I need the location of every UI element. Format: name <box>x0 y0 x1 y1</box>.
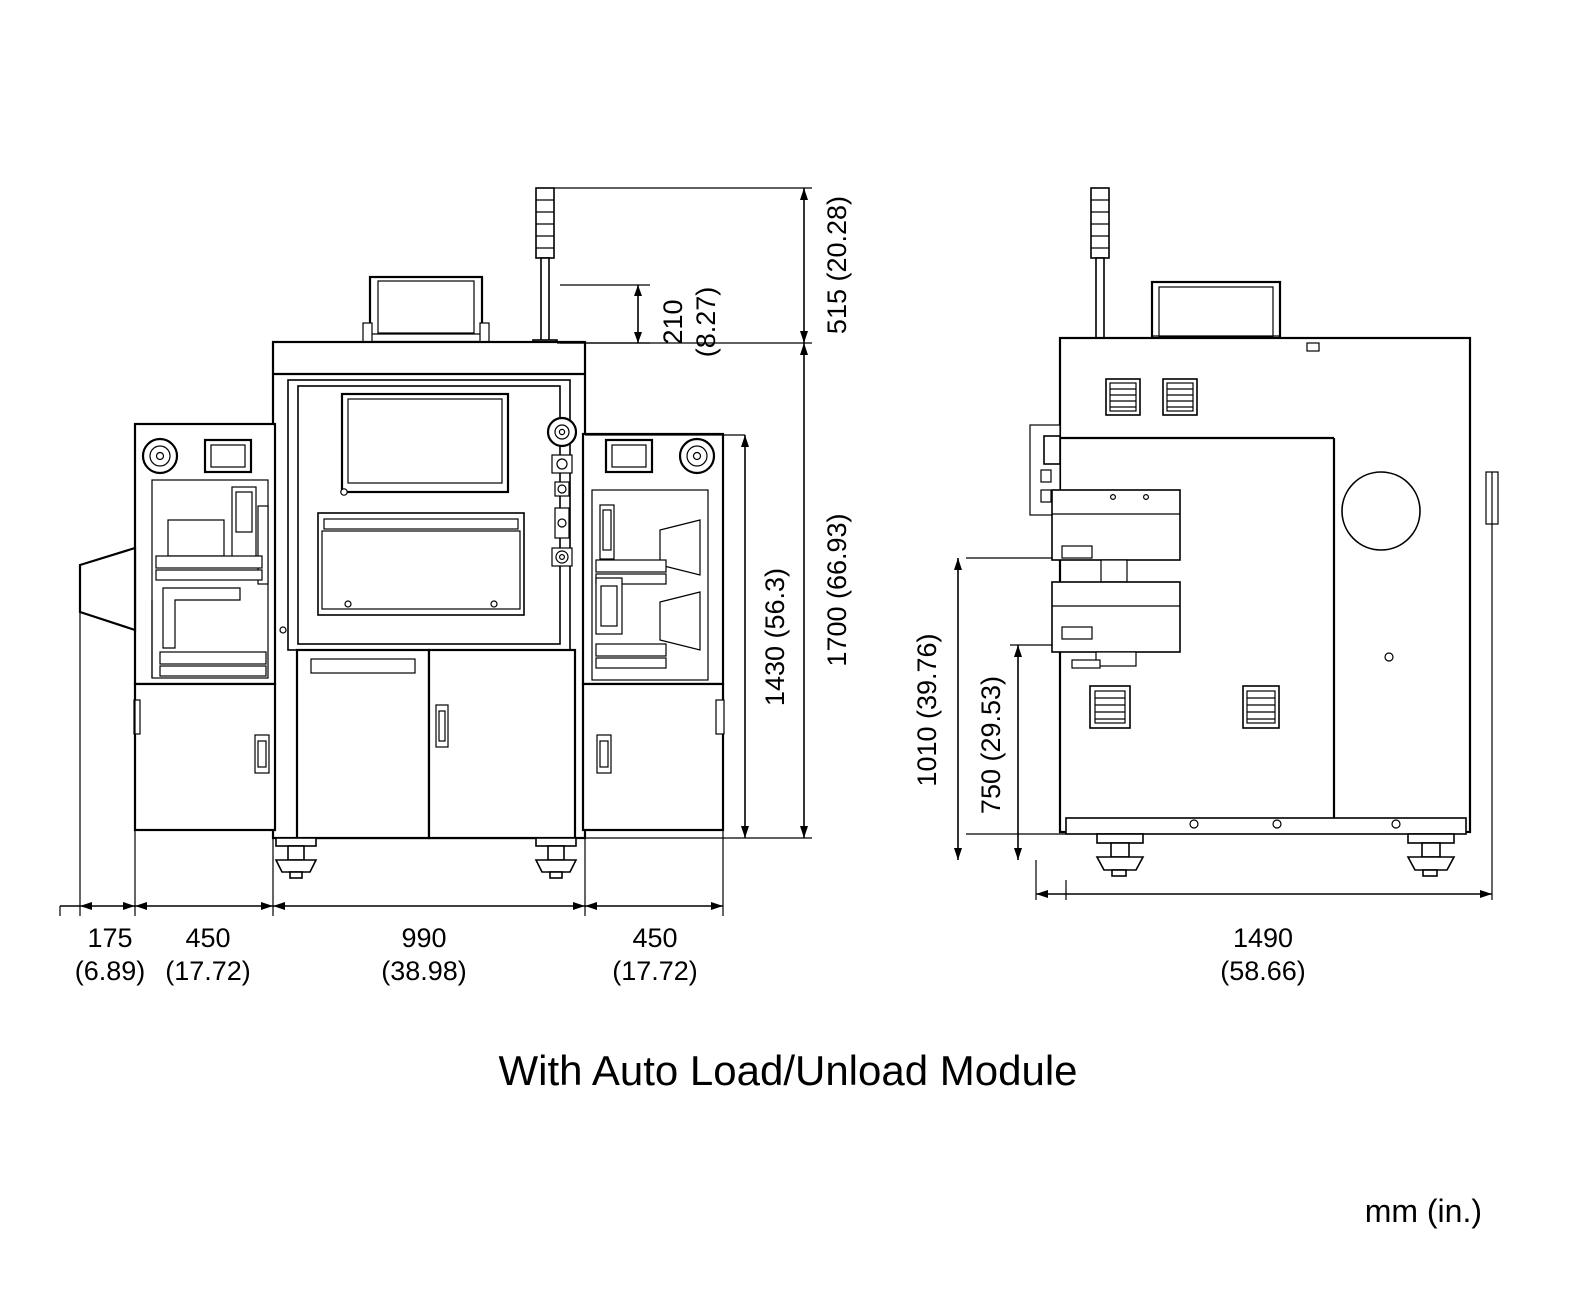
signal-tower-side <box>1091 188 1109 338</box>
left-load-module-front <box>80 424 275 830</box>
dim-label-450-left-mm: 450 <box>185 923 231 953</box>
dim-label-1490-mm: 1490 <box>1232 923 1294 953</box>
leveling-foot <box>536 838 576 878</box>
vent-grille <box>1163 379 1197 415</box>
right-unload-module-front <box>583 434 724 830</box>
dimension-450-left <box>135 902 273 910</box>
leveling-foot <box>1408 834 1454 876</box>
dim-label-1430: 1430 (56.3) <box>760 567 790 707</box>
dim-label-450-right-in: (17.72) <box>612 956 698 986</box>
dim-label-750: 750 (29.53) <box>976 675 1006 815</box>
dim-label-210-mm: 210 <box>658 299 688 345</box>
dim-label-1490-in: (58.66) <box>1220 956 1306 986</box>
dim-label-1010: 1010 (39.76) <box>912 633 942 787</box>
dim-label-515: 515 (20.28) <box>822 195 852 335</box>
vent-grille <box>1243 686 1279 728</box>
dimension-175 <box>60 902 135 910</box>
dim-label-175-in: (6.89) <box>74 956 146 986</box>
main-cabinet-front <box>273 342 585 878</box>
dim-label-1700: 1700 (66.93) <box>822 513 852 667</box>
dim-label-990-mm: 990 <box>401 923 447 953</box>
vent-grille <box>1090 686 1130 728</box>
dimension-450-right <box>585 902 723 910</box>
side-view-machine <box>1030 188 1498 876</box>
dimension-515 <box>800 188 808 343</box>
dim-label-210-in: (8.27) <box>691 286 721 358</box>
dimension-750 <box>1014 645 1022 860</box>
dimension-990 <box>273 902 585 910</box>
dim-label-175-mm: 175 <box>87 923 133 953</box>
dimension-1700 <box>800 343 808 838</box>
dimension-1430 <box>741 435 749 838</box>
round-port <box>1342 472 1420 550</box>
leveling-foot <box>276 838 316 878</box>
dimension-1010 <box>954 558 962 860</box>
front-view-machine <box>80 188 724 878</box>
leveling-foot <box>1097 834 1143 876</box>
signal-tower-front <box>533 188 557 348</box>
vent-grille <box>1106 379 1140 415</box>
dimension-210 <box>634 285 642 343</box>
units-note: mm (in.) <box>1364 1193 1482 1229</box>
dim-label-450-right-mm: 450 <box>632 923 678 953</box>
top-module-front <box>363 277 489 343</box>
dim-label-990-in: (38.98) <box>381 956 467 986</box>
figure-caption: With Auto Load/Unload Module <box>498 1047 1078 1094</box>
dim-label-450-left-in: (17.72) <box>165 956 251 986</box>
